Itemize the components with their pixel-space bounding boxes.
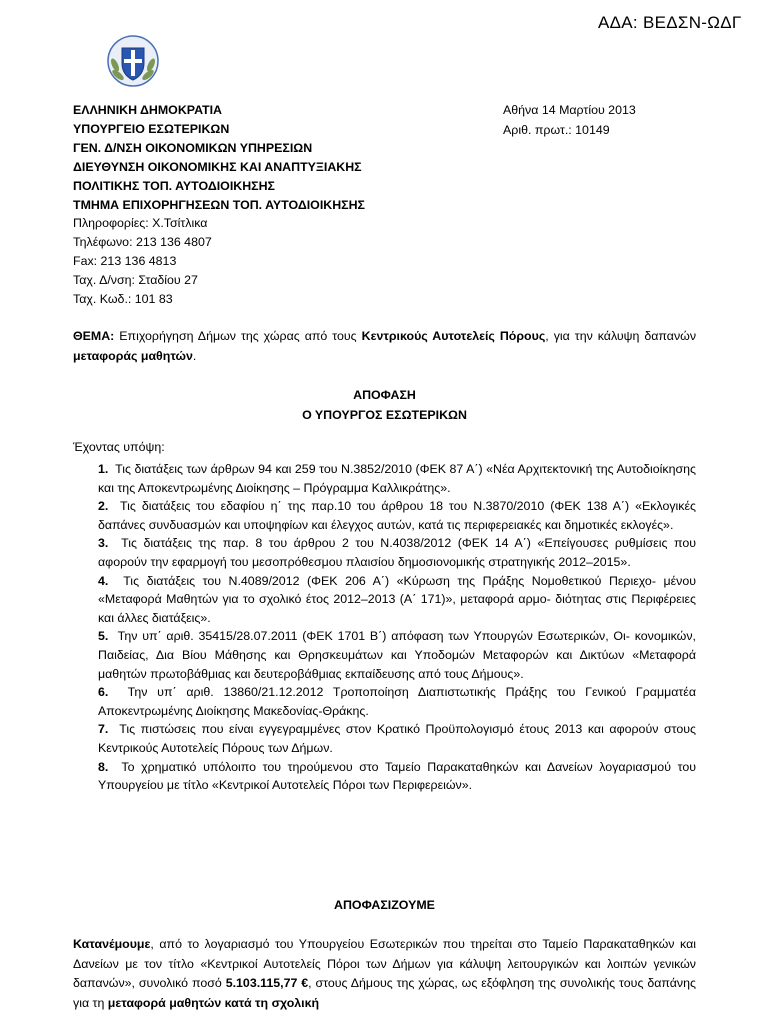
subject-label: ΘΕΜΑ: bbox=[73, 329, 115, 343]
issuer-block bbox=[73, 101, 365, 309]
contact-line: Fax: 213 136 4813 bbox=[73, 254, 177, 269]
decision-subtitle: Ο ΥΠΟΥΡΓΟΣ ΕΣΩΤΕΡΙΚΩΝ bbox=[302, 407, 467, 422]
item-text: Τις διατάξεις του Ν.4089/2012 (ΦΕΚ 206 Α΄) «Κύρωση της Πράξης Νομοθετικού Περιεχο- μένου «Μεταφορά Μαθητών για το σχολικό έτος 2012–2013 (Α΄ 171)», μεταφορά αρμο- διότητας στις Περιφέρειες και άλλες διατάξεις». bbox=[98, 573, 697, 625]
subject-text: Επιχορήγηση Δήμων της χώρας από τους bbox=[114, 329, 362, 343]
contact-line: Πληροφορίες: Χ.Τσίτλικα bbox=[73, 216, 208, 231]
issuer-line: ΤΜΗΜΑ ΕΠΙΧΟΡΗΓΗΣΕΩΝ ΤΟΠ. ΑΥΤΟΔΙΟΙΚΗΣΗΣ bbox=[73, 197, 365, 212]
contact-line: Τηλέφωνο: 213 136 4807 bbox=[73, 235, 212, 250]
issuer-line: ΓΕΝ. Δ/ΝΣΗ ΟΙΚΟΝΟΜΙΚΩΝ ΥΠΗΡΕΣΙΩΝ bbox=[73, 140, 313, 155]
list-item bbox=[98, 683, 696, 720]
list-item bbox=[98, 572, 696, 628]
final-text: , στους Δήμους της χώρας, ως εξόφληση της συνολικής τους δαπάνης για τη bbox=[73, 976, 696, 1010]
decision-title: ΑΠΟΦΑΣΗ bbox=[353, 388, 416, 402]
item-text: Την υπ΄ αριθ. 13860/21.12.2012 Τροποποίηση Διαπιστωτικής Πράξης του Γενικού Γραμματέα Αποκεντρωμένης Διοίκησης Μακεδονίας-Θράκης. bbox=[98, 685, 696, 718]
date-protocol-block bbox=[503, 101, 636, 140]
item-number: 1. bbox=[98, 462, 109, 476]
document-date: Αθήνα 14 Μαρτίου 2013 bbox=[503, 103, 636, 117]
item-number: 6. bbox=[98, 685, 109, 700]
list-item bbox=[98, 627, 696, 683]
issuer-line: ΠΟΛΙΤΙΚΗΣ ΤΟΠ. ΑΥΤΟΔΙΟΙΚΗΣΗΣ bbox=[73, 178, 275, 193]
decision-heading bbox=[73, 386, 696, 425]
issuer-line: ΕΛΛΗΝΙΚΗ ΔΗΜΟΚΡΑΤΙΑ bbox=[73, 103, 222, 117]
decide-heading: ΑΠΟΦΑΣΙΖΟΥΜΕ bbox=[334, 898, 435, 912]
item-number: 4. bbox=[98, 573, 109, 588]
ada-code: ΑΔΑ: ΒΕΔΣΝ-ΩΔΓ bbox=[598, 13, 742, 32]
subject-text: . bbox=[192, 348, 197, 363]
final-bold: μεταφορά μαθητών κατά τη σχολική bbox=[107, 995, 320, 1010]
greek-coat-of-arms-icon bbox=[107, 35, 159, 87]
contact-line: Ταχ. Κωδ.: 101 83 bbox=[73, 292, 173, 307]
subject-bold: μεταφοράς μαθητών bbox=[73, 348, 193, 363]
contact-line: Ταχ. Δ/νση: Σταδίου 27 bbox=[73, 273, 198, 288]
item-number: 5. bbox=[98, 629, 109, 644]
item-text: Τις διατάξεις του εδαφίου η΄ της παρ.10 του άρθρου 18 του Ν.3870/2010 (ΦΕΚ 138 Α΄) «Εκλογικές δαπάνες συνδυασμών και υποψηφίων και έλεγχος αυτών, κατά τις περιφερειακές και δημοτικές εκλογές». bbox=[98, 499, 696, 532]
item-number: 8. bbox=[98, 759, 109, 774]
having-label: Έχοντας υπόψη: bbox=[73, 440, 165, 454]
total-amount: 5.103.115,77 € bbox=[225, 976, 309, 990]
list-item bbox=[98, 758, 696, 795]
issuer-line: ΥΠΟΥΡΓΕΙΟ ΕΣΩΤΕΡΙΚΩΝ bbox=[73, 121, 230, 136]
item-number: 2. bbox=[98, 499, 109, 514]
item-text: Τις διατάξεις των άρθρων 94 και 259 του Ν.3852/2010 (ΦΕΚ 87 Α΄) «Νέα Αρχιτεκτονική της Αυτοδιοίκησης και της Αποκεντρωμένης Διοίκησης – Πρόγραμμα Καλλικράτης». bbox=[98, 462, 696, 495]
protocol-number: Αριθ. πρωτ.: 10149 bbox=[503, 122, 610, 137]
item-text: Το χρηματικό υπόλοιπο του τηρούμενου στο Ταμείο Παρακαταθηκών και Δανείων λογαριασμού του Υπουργείου με τίτλο «Κεντρικοί Αυτοτελείς Πόροι των Περιφερειών». bbox=[98, 759, 696, 793]
issuer-line: ΔΙΕΥΘΥΝΣΗ ΟΙΚΟΝΟΜΙΚΗΣ ΚΑΙ ΑΝΑΠΤΥΞΙΑΚΗΣ bbox=[73, 159, 362, 174]
item-text: Τις διατάξεις της παρ. 8 του άρθρου 2 του Ν.4038/2012 (ΦΕΚ 14 Α΄) «Επείγουσες ρυθμίσεις που αφορούν την εφαρμογή του μεσοπρόθεσμου πλαισίου δημοσιονομικής στρατηγικής 2012–2015». bbox=[98, 536, 696, 569]
item-number: 3. bbox=[98, 536, 109, 551]
considerations-list bbox=[98, 460, 696, 795]
final-paragraph bbox=[73, 935, 696, 1013]
item-text: Τις πιστώσεις που είναι εγγεγραμμένες στον Κρατικό Προϋπολογισμό έτους 2013 και αφορούν στους Κεντρικούς Αυτοτελείς Πόρους των Δήμων. bbox=[98, 722, 696, 755]
final-bold: Κατανέμουμε bbox=[73, 937, 151, 951]
subject-paragraph bbox=[73, 327, 696, 366]
subject-text: , για την κάλυψη δαπανών bbox=[545, 329, 697, 343]
list-item bbox=[98, 534, 696, 571]
subject-bold: Κεντρικούς Αυτοτελείς Πόρους bbox=[361, 329, 546, 343]
list-item bbox=[98, 497, 696, 534]
list-item bbox=[98, 460, 696, 497]
item-number: 7. bbox=[98, 722, 109, 737]
list-item bbox=[98, 720, 696, 757]
item-text: Την υπ΄ αριθ. 35415/28.07.2011 (ΦΕΚ 1701 Β΄) απόφαση των Υπουργών Εσωτερικών, Οι- κονομικών, Παιδείας, Δια Βίου Μάθησης και Θρησκευμάτων και Υποδομών Μεταφορών και Δικτύων «Μεταφορά μαθητών πρωτοβάθμιας και δευτεροβάθμιας εκπαίδευσης από τους Δήμους». bbox=[98, 629, 696, 681]
final-text: , από το λογαριασμό του Υπουργείου Εσωτερικών που τηρείται στο Ταμείο Παρακαταθηκών και Δανείων με τον τίτλο «Κεντρικοί Αυτοτελείς Πόροι των Δήμων για κάλυψη λειτουργικών και λοιπών γενικών δαπανών», συνολικό ποσό bbox=[73, 937, 696, 990]
